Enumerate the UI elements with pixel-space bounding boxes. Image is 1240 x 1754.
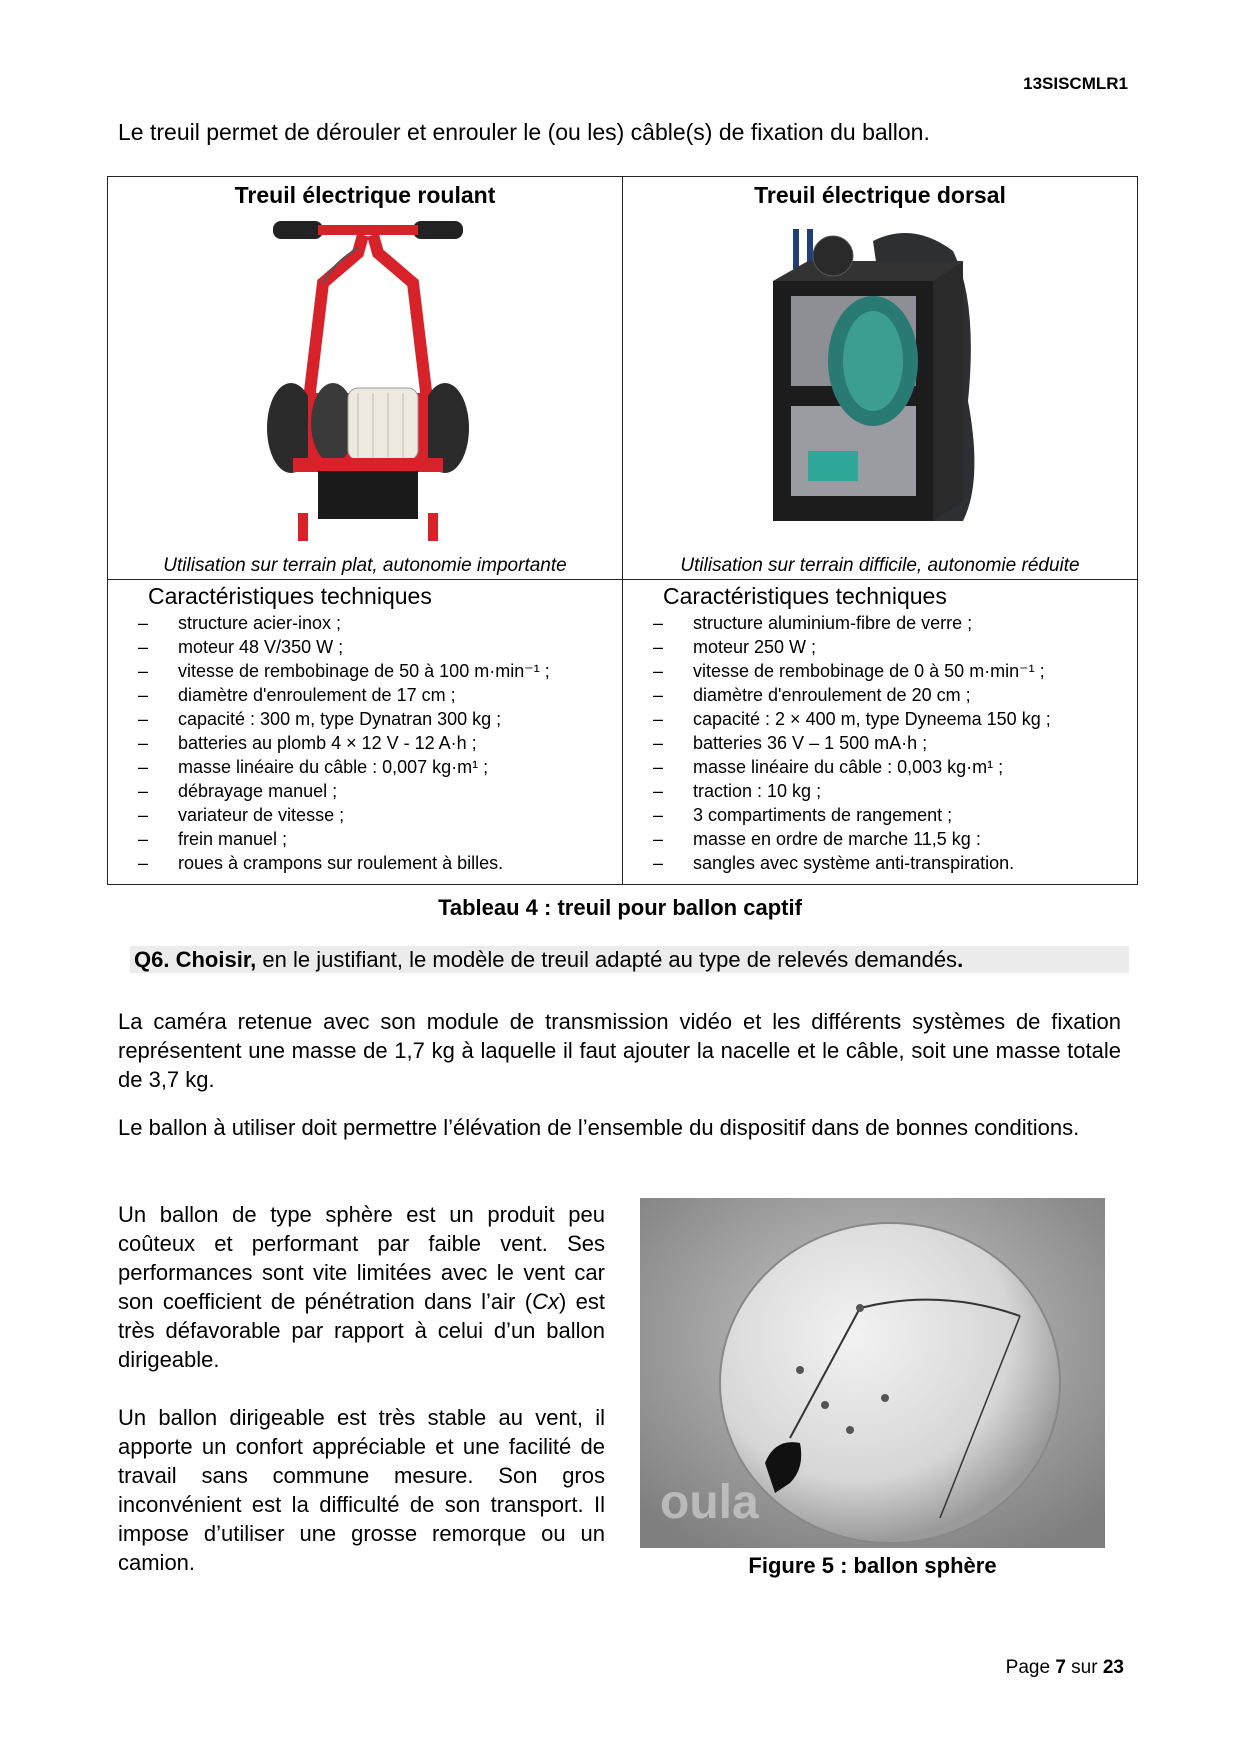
intro-text: Le treuil permet de dérouler et enrouler le (ou les) câble(s) de fixation du ballon. (118, 119, 930, 145)
right-foot (428, 513, 438, 541)
question-text: en le justifiant, le modèle de treuil adapté au type de relevés demandés (256, 947, 958, 972)
backpack-specs-title: Caractéristiques techniques (663, 583, 947, 609)
anchor-point (821, 1401, 829, 1409)
question-box (130, 946, 1129, 973)
page-word: Page (1005, 1657, 1051, 1678)
backpack-winch-specs (623, 580, 1138, 885)
right-handle-grip (413, 221, 463, 239)
left-frame-tube (308, 235, 363, 408)
balloon-sphere (720, 1223, 1060, 1543)
spec-item: – masse linéaire du câble : 0,003 kg·m¹ ; (623, 755, 1137, 779)
spec-item: – capacité : 2 × 400 m, type Dyneema 150 kg ; (623, 707, 1137, 731)
spec-item: – variateur de vitesse ; (108, 803, 622, 827)
rolling-winch-specs (108, 580, 623, 885)
spec-item: – roues à crampons sur roulement à billes. (108, 851, 622, 875)
spec-item: – batteries au plomb 4 × 12 V - 12 A·h ; (108, 731, 622, 755)
spec-item: – traction : 10 kg ; (623, 779, 1137, 803)
spec-item: – 3 compartiments de rangement ; (623, 803, 1137, 827)
backpack-winch-cell (623, 177, 1138, 580)
top-pulley (813, 236, 853, 276)
spec-item: – structure aluminium-fibre de verre ; (623, 611, 1137, 635)
rolling-winch-image (263, 213, 473, 543)
question-number: Q6. (134, 947, 170, 972)
table-caption: Tableau 4 : treuil pour ballon captif (438, 895, 802, 920)
spec-item: – masse linéaire du câble : 0,007 kg·m¹ ; (108, 755, 622, 779)
rolling-winch-usage: Utilisation sur terrain plat, autonomie importante (163, 555, 567, 576)
total-pages: 23 (1102, 1657, 1124, 1678)
base-bar (293, 458, 443, 472)
left-foot (298, 513, 308, 541)
sphere-text: Un ballon de type sphère est un produit peu coûteux et performant par faible vent. Ses performances sont vite limitées avec le vent car son coefficient de pénétration dans l’air ( (118, 1202, 605, 1314)
spec-item: – batteries 36 V – 1 500 mA·h ; (623, 731, 1137, 755)
spool-core (843, 311, 903, 411)
anchor-point (881, 1394, 889, 1402)
battery-box (318, 471, 418, 519)
sphere-text-end: ) est très défavorable par rapport à celui d’un ballon dirigeable. (118, 1289, 605, 1372)
spec-item: – diamètre d'enroulement de 17 cm ; (108, 683, 622, 707)
of-word: sur (1071, 1657, 1098, 1678)
airship-paragraph: Un ballon dirigeable est très stable au vent, il apporte un confort appréciable et une facilité de travail sans commune mesure. Son gros inconvénient est la difficulté de son transport. Il impose d’utiliser une grosse remorque ou un camion. (118, 1405, 605, 1575)
rolling-winch-cell (108, 177, 623, 580)
cx-term: Cx (532, 1289, 559, 1314)
frame-top (773, 261, 963, 281)
spec-item: – frein manuel ; (108, 827, 622, 851)
left-handle-grip (273, 221, 323, 239)
rolling-winch-title: Treuil électrique roulant (234, 182, 496, 208)
sphere-balloon-photo (640, 1198, 1105, 1548)
spec-item: – vitesse de rembobinage de 0 à 50 m·min⁻¹ ; (623, 659, 1137, 683)
camera-paragraph: La caméra retenue avec son module de transmission vidéo et les différents systèmes de fixation représentent une masse de 1,7 kg à laquelle il faut ajouter la nacelle et le câble, soit une masse totale de 3,7 kg. (118, 1009, 1121, 1092)
backpack-winch-title: Treuil électrique dorsal (754, 182, 1006, 208)
anchor-point (796, 1366, 804, 1374)
winch-table (107, 176, 1138, 885)
rolling-spec-list (108, 611, 622, 875)
backpack-spec-list (623, 611, 1137, 875)
backpack-winch-image (763, 221, 993, 541)
balloon-requirement-paragraph: Le ballon à utiliser doit permettre l’élévation de l’ensemble du dispositif dans de bonnes conditions. (118, 1115, 1080, 1140)
spec-item: – structure acier-inox ; (108, 611, 622, 635)
handle-bar (318, 225, 418, 235)
rolling-specs-title: Caractéristiques techniques (148, 583, 432, 609)
spec-item: – moteur 48 V/350 W ; (108, 635, 622, 659)
backpack-winch-usage: Utilisation sur terrain difficile, autonomie réduite (680, 555, 1080, 576)
spec-item: – sangles avec système anti-transpiration. (623, 851, 1137, 875)
figure-caption: Figure 5 : ballon sphère (748, 1553, 997, 1578)
question-end: . (957, 947, 964, 972)
frame-side (933, 261, 963, 521)
spec-item: – débrayage manuel ; (108, 779, 622, 803)
spec-item: – diamètre d'enroulement de 20 cm ; (623, 683, 1137, 707)
page-number (1006, 1657, 1124, 1679)
spec-item: – capacité : 300 m, type Dynatran 300 kg ; (108, 707, 622, 731)
sphere-paragraph (118, 1200, 605, 1374)
spec-item: – masse en ordre de marche 11,5 kg : (623, 827, 1137, 851)
spec-item: – vitesse de rembobinage de 50 à 100 m·min⁻¹ ; (108, 659, 622, 683)
question-verb: Choisir, (175, 947, 257, 972)
anchor-point (846, 1426, 854, 1434)
battery-pack (808, 451, 858, 481)
antenna (793, 229, 799, 269)
current-page: 7 (1055, 1657, 1066, 1678)
right-frame-tube (373, 235, 428, 408)
anchor-point (856, 1304, 864, 1312)
photo-watermark: oula (660, 1476, 759, 1529)
spec-item: – moteur 250 W ; (623, 635, 1137, 659)
document-code: 13SISCMLR1 (1023, 74, 1128, 93)
